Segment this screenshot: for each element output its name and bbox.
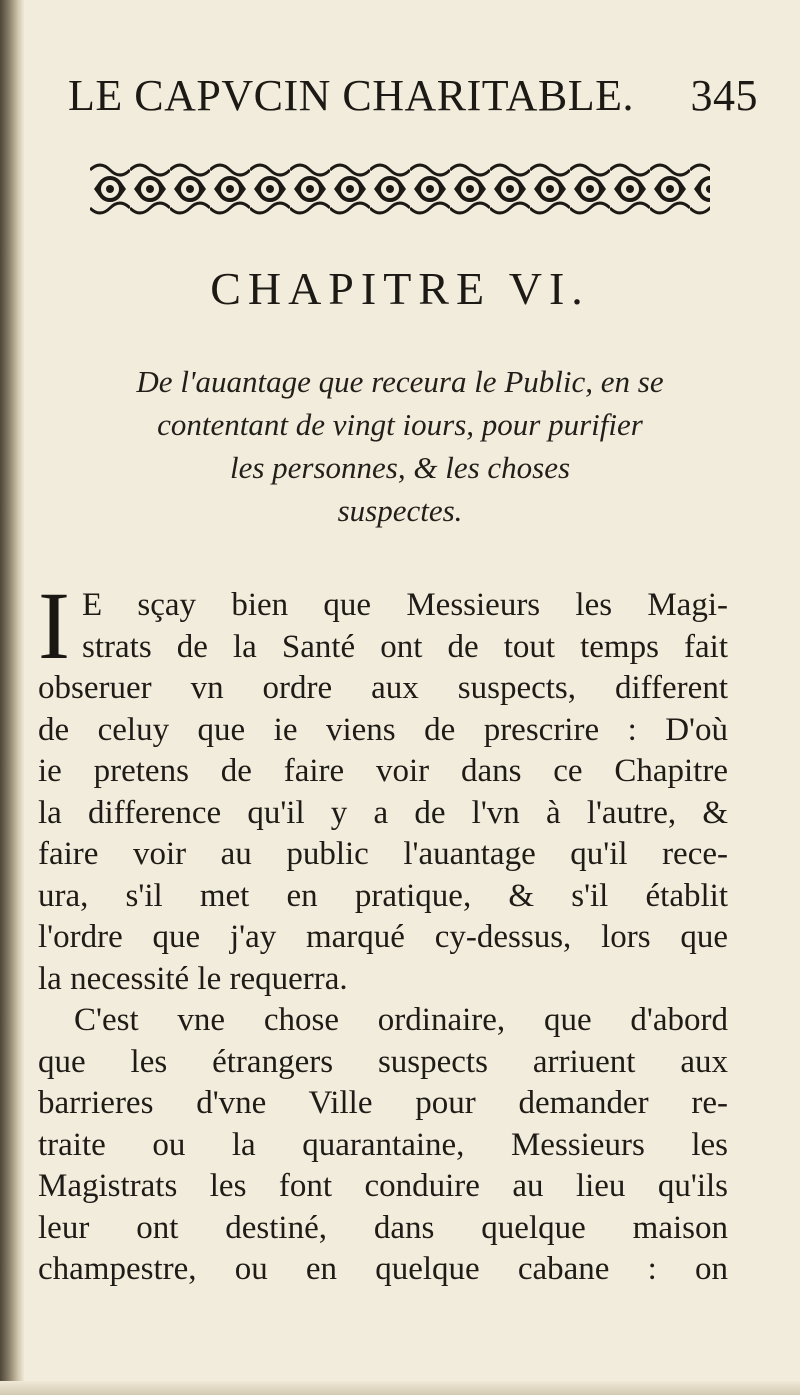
text-line: E sçay bien que Messieurs les Magi- bbox=[82, 587, 728, 623]
page-spine-shadow bbox=[0, 0, 24, 1395]
text-line: C'est vne chose ordinaire, que d'abord bbox=[74, 1002, 728, 1038]
text-line: leur ont destiné, dans quelque maison bbox=[38, 1209, 728, 1246]
text-line: traite ou la quarantaine, Messieurs les bbox=[38, 1126, 728, 1163]
text-line: barrieres d'vne Ville pour demander re- bbox=[38, 1085, 728, 1121]
chapter-title: CHAPITRE VI. bbox=[210, 263, 590, 314]
text-line: strats de la Santé ont de tout temps fait bbox=[82, 628, 728, 665]
text-line: ie pretens de faire voir dans ce Chapitre bbox=[38, 753, 728, 789]
page-number: 345 bbox=[690, 71, 758, 120]
subtitle-line: contentant de vingt iours, pour purifier bbox=[157, 407, 643, 442]
text-line: la necessité le requerra. bbox=[38, 960, 348, 997]
text-line: Magistrats les font conduire au lieu qu'ils bbox=[38, 1168, 728, 1204]
running-head bbox=[68, 70, 758, 121]
text-line: de celuy que ie viens de prescrire : D'où bbox=[38, 711, 728, 748]
text-line: champestre, ou en quelque cabane : on bbox=[38, 1251, 728, 1287]
ornamental-headpiece bbox=[90, 160, 710, 218]
subtitle-line: les personnes, & les choses bbox=[229, 450, 571, 485]
text-line: obseruer vn ordre aux suspects, different bbox=[38, 670, 728, 706]
drop-cap: I bbox=[38, 572, 70, 679]
text-line: la difference qu'il y a de l'vn à l'autre, & bbox=[38, 794, 728, 831]
chapter-subtitle bbox=[40, 360, 760, 532]
text-line: l'ordre que j'ay marqué cy-dessus, lors que bbox=[38, 919, 728, 955]
page-bottom-edge bbox=[0, 1381, 800, 1395]
running-head-title: LE CAPVCIN CHARITABLE. bbox=[68, 71, 635, 120]
body-text bbox=[38, 572, 728, 1291]
text-line: faire voir au public l'auantage qu'il rece- bbox=[38, 836, 728, 872]
text-line: que les étrangers suspects arriuent aux bbox=[38, 1043, 728, 1080]
text-line: ura, s'il met en pratique, & s'il établit bbox=[38, 877, 728, 914]
subtitle-line: suspectes. bbox=[337, 493, 463, 528]
subtitle-line: De l'auantage que receura le Public, en se bbox=[136, 364, 664, 399]
